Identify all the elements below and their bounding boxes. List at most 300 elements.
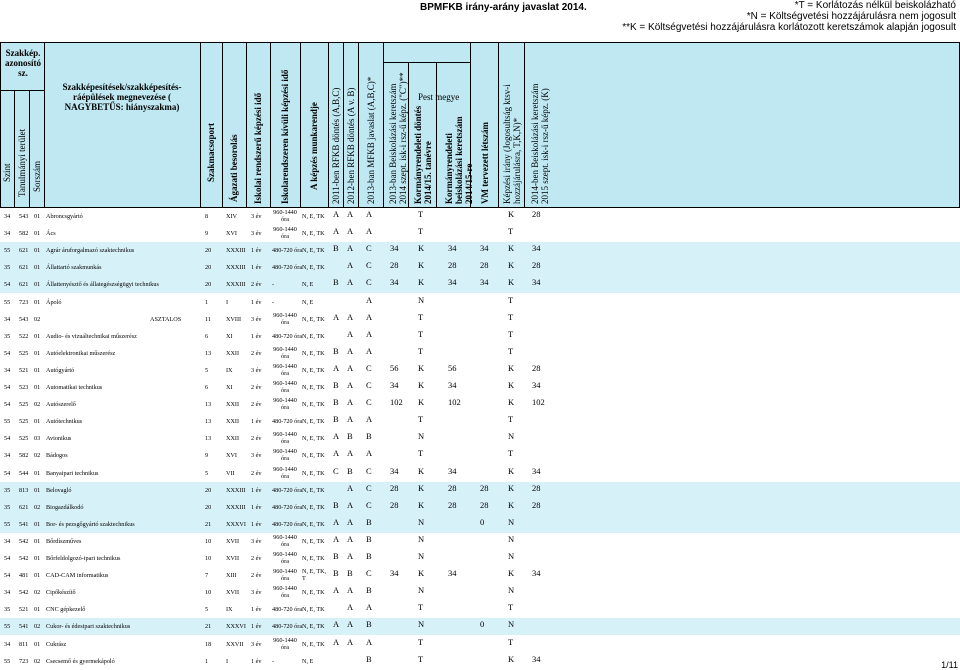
cell-c: B (366, 431, 372, 442)
cell-kivul: 480-720 óra (272, 247, 303, 255)
cell-k14: 34 (532, 380, 541, 390)
table-row (0, 242, 960, 259)
cell-ir: T (508, 345, 514, 356)
cell-ter: 621 (19, 503, 29, 511)
cell-b: A (347, 482, 354, 493)
cell-a: B (333, 414, 339, 425)
cell-sor: 01 (34, 281, 41, 289)
cell-ter: 813 (19, 486, 29, 494)
cell-kivul: 480-720 óra (272, 418, 303, 426)
cell-vm: 28 (480, 482, 489, 493)
cell-b: A (347, 414, 354, 425)
cell-szm: 6 (205, 332, 209, 340)
cell-mr: N, E, TK (302, 623, 325, 631)
cell-b: A (347, 533, 354, 544)
cell-kk: 34 (448, 465, 457, 476)
cell-ter: 542 (19, 537, 29, 545)
cell-ido: 2 év (251, 435, 262, 443)
d2011-header: 2011-ben RFKB döntés (A,B,C) (331, 87, 341, 204)
legend-line-t: *T = Korlátozás nélkül beiskolázható (794, 0, 956, 11)
cell-ido: 1 év (251, 247, 262, 255)
cell-ido: 1 év (251, 606, 262, 614)
cell-szint: 54 (4, 435, 11, 443)
table-row (0, 294, 960, 311)
cell-ido: 1 év (251, 298, 262, 306)
cell-ter: 525 (19, 435, 29, 443)
cell-szm: 5 (205, 606, 209, 614)
cell-c: C (366, 465, 372, 476)
table-row (0, 396, 960, 413)
cell-kd: T (418, 414, 424, 425)
cell-ke: 34 (390, 380, 399, 390)
cell-mr: N, E, TK (302, 332, 325, 340)
cell-szint: 55 (4, 298, 11, 306)
cell-ido: 2 év (251, 401, 262, 409)
cell-szint: 54 (4, 281, 11, 289)
cell-sor: 01 (34, 418, 41, 426)
table-row (0, 482, 960, 499)
cell-ke: 102 (390, 397, 403, 408)
cell-ido: 3 év (251, 366, 262, 374)
cell-ir: T (508, 294, 514, 305)
cell-a: A (333, 226, 340, 237)
cell-ag: XVI (226, 230, 237, 238)
cell-ter: 542 (19, 555, 29, 562)
cell-sor: 02 (34, 589, 41, 597)
cell-kivul: 960-1440 óra (273, 448, 297, 463)
cell-ke: 56 (390, 362, 399, 373)
cell-ag: XIII (226, 572, 237, 580)
cell-szm: 10 (205, 555, 212, 562)
cell-ag: XXII (226, 349, 240, 357)
cell-kk: 34 (448, 243, 457, 254)
cell-szint: 35 (4, 264, 11, 272)
cell-mr: N, E (302, 281, 314, 289)
cell-szint: 55 (4, 520, 11, 528)
cell-ir: K (508, 362, 515, 373)
cell-ke: 28 (390, 482, 399, 493)
cell-kd: N (418, 619, 425, 630)
terulet-header: Tanulmányi terület (17, 128, 27, 197)
table-row (0, 328, 960, 345)
cell-ter: 621 (19, 281, 29, 289)
cell-kivul: 960-1440 óra (273, 465, 297, 480)
k2014-header: 2014-ben Beiskolázási keretszám 2015 szept. isk-i rsz-ű képz. (K) (530, 83, 550, 204)
cell-kk: 34 (448, 568, 457, 579)
cell-kivul: 480-720 óra (272, 606, 303, 614)
cell-szint: 34 (4, 230, 11, 238)
cell-b: A (347, 328, 354, 339)
cell-ido: 3 év (251, 230, 262, 238)
cell-mr: N, E, TK (302, 537, 325, 545)
cell-sor: 01 (34, 332, 41, 340)
cell-kivul: 960-1440 óra (273, 362, 297, 377)
cell-szint: 54 (4, 572, 11, 580)
cell-k14: 102 (532, 397, 545, 408)
cell-szint: 34 (4, 452, 11, 460)
cell-ir: T (508, 311, 514, 322)
cell-szm: 1 (205, 657, 209, 665)
munkarend-header: A képzés munkarendje (309, 102, 319, 190)
table-row (0, 499, 960, 516)
cell-ke: 28 (390, 260, 399, 271)
kr2014-header: Kormányrendeleti beiskolázási keretszám 2014/15-re (444, 116, 474, 204)
cell-kd: T (418, 345, 424, 356)
cell-b: A (347, 345, 354, 356)
cell-mr: N, E, TK (302, 418, 325, 426)
cell-name: Audio- és vizuáltechnikai műszerész (46, 332, 137, 340)
cell-mr: N, E, TK (302, 366, 325, 374)
cell-ir: N (508, 619, 515, 630)
irany-header: Képzési irány (Jogosultság ktsv-i hozzájárulásra, T,K,N)* (502, 84, 522, 204)
cell-c: A (366, 294, 373, 305)
cell-sor: 03 (34, 435, 41, 443)
cell-ag: IX (226, 366, 233, 374)
cell-ag: XI (226, 332, 233, 340)
cell-ir: T (508, 328, 514, 339)
cell-a: B (333, 345, 339, 356)
table-header (0, 42, 960, 208)
table-row (0, 618, 960, 635)
table-row (0, 311, 960, 328)
table-row (0, 465, 960, 482)
cell-b: A (347, 260, 354, 271)
cell-ag: XXII (226, 401, 240, 409)
cell-kd: T (418, 209, 424, 219)
cell-szm: 20 (205, 264, 212, 272)
cell-mr: N, E, TK (302, 230, 325, 238)
cell-szint: 35 (4, 486, 11, 494)
cell-ter: 543 (19, 213, 29, 220)
megnevezes-header: Szakképesítések/szakképesítés-ráépülések megnevezése ( NAGYBETŰS: hiányszakma) (62, 82, 182, 112)
cell-kk: 102 (448, 397, 461, 408)
cell-ag: XXXVI (226, 520, 246, 528)
cell-mr: N, E, TK (302, 401, 325, 409)
cell-kk: 56 (448, 362, 457, 373)
cell-szm: 10 (205, 537, 212, 545)
cell-kd: N (418, 294, 425, 305)
kivuli-header: Iskolarendszeren kívüli képzési idő (280, 69, 290, 204)
table-row (0, 636, 960, 653)
cell-kd: N (418, 585, 425, 596)
cell-kd: T (418, 448, 424, 459)
cell-kd: N (418, 431, 425, 442)
cell-mr: N, E, TK (302, 349, 325, 357)
table-row (0, 362, 960, 379)
cell-sor: 01 (34, 384, 41, 391)
cell-k14: 34 (532, 568, 541, 579)
cell-a: B (333, 551, 339, 561)
cell-ter: 523 (19, 384, 29, 391)
cell-kivul: 960-1440 óra (273, 568, 297, 583)
cell-name: Avionikus (46, 435, 72, 443)
cell-ir: T (508, 636, 514, 647)
cell-c: C (366, 243, 372, 254)
cell-ir: N (508, 551, 515, 561)
cell-ido: 3 év (251, 213, 262, 220)
cell-sor: 01 (34, 264, 41, 272)
table-row (0, 447, 960, 464)
cell-b: A (347, 636, 354, 647)
cell-ag: I (226, 657, 229, 665)
cell-kivul: 960-1440 óra (273, 397, 297, 412)
cell-szint: 34 (4, 213, 11, 220)
cell-b: A (347, 516, 354, 527)
cell-szint: 34 (4, 589, 11, 597)
cell-ag: XVII (226, 555, 240, 562)
cell-a: B (333, 380, 339, 390)
cell-szm: 11 (205, 315, 211, 323)
cell-ido: 1 év (251, 503, 262, 511)
cell-mr: N, E, TK (302, 503, 325, 511)
d2012-header: 2012-ben RFKB döntés (A v. B) (346, 87, 356, 204)
cell-c: C (366, 380, 372, 390)
table-row (0, 567, 960, 584)
cell-szm: 13 (205, 418, 212, 426)
cell-mr: N, E, TK (302, 606, 325, 614)
cell-ter: 723 (19, 657, 29, 665)
cell-name: Ács (46, 230, 56, 238)
cell-vm: 28 (480, 260, 489, 271)
cell-kd: T (418, 653, 424, 664)
cell-ido: 1 év (251, 520, 262, 528)
cell-kivul: - (272, 298, 275, 306)
cell-kivul: 960-1440 óra (273, 380, 297, 394)
cell-ir: N (508, 585, 515, 596)
cell-szint: 35 (4, 503, 11, 511)
cell-c: A (366, 414, 373, 425)
cell-b: A (347, 380, 354, 390)
cell-sor: 01 (34, 640, 41, 648)
cell-ir: K (508, 568, 515, 579)
cell-name: Abroncsgyártó (46, 213, 83, 220)
cell-kivul: - (272, 657, 275, 665)
cell-ag: XXII (226, 418, 240, 426)
table-row (0, 653, 960, 670)
table-row (0, 225, 960, 242)
cell-szint: 34 (4, 315, 11, 323)
cell-ter: 542 (19, 589, 29, 597)
cell-mr: N, E, TK, T (302, 568, 327, 583)
agazati-header: Ágazati besorolás (229, 134, 239, 202)
cell-ir: K (508, 482, 515, 493)
cell-b: A (347, 277, 354, 288)
page-number: 1/11 (941, 660, 958, 670)
cell-k14: 28 (532, 482, 541, 493)
sorszam-header: Sorszám (32, 161, 42, 192)
cell-ke: 34 (390, 568, 399, 579)
cell-mr: N, E, TK (302, 589, 325, 597)
cell-ag: XVII (226, 537, 240, 545)
cell-ido: 2 év (251, 281, 262, 289)
cell-ido: 3 év (251, 640, 262, 648)
table-row (0, 208, 960, 225)
k2013-header: 2013-ban Beiskolázási keretszám 2014 szept. isk-i rsz-ű képz. ("C")** (388, 72, 408, 204)
cell-ir: T (508, 602, 514, 613)
cell-sor: 01 (34, 537, 41, 545)
cell-kd: K (418, 362, 425, 373)
cell-ido: 1 év (251, 418, 262, 426)
szakmacsoport-header: Szakmacsoport (206, 123, 216, 182)
cell-sor: 01 (34, 520, 41, 528)
cell-c: A (366, 602, 373, 613)
cell-kd: K (418, 482, 425, 493)
cell-ter: 541 (19, 520, 29, 528)
cell-vm: 34 (480, 243, 489, 254)
cell-szint: 55 (4, 657, 11, 665)
cell-a: A (333, 619, 340, 630)
table-row (0, 345, 960, 362)
cell-ter: 521 (19, 606, 29, 614)
kd2014-header: Kormányrendeleti döntés 2014/15. tanévre (413, 105, 433, 204)
cell-name: Bádogos (46, 452, 68, 460)
cell-sor: 01 (34, 555, 41, 562)
cell-sor: 01 (34, 349, 41, 357)
cell-kivul: 480-720 óra (272, 332, 303, 340)
cell-szint: 54 (4, 555, 11, 562)
cell-b: A (347, 448, 354, 459)
cell-mr: N, E, TK (302, 555, 325, 562)
cell-sor: 01 (34, 606, 41, 614)
cell-name: Biogazdálkodó (46, 503, 84, 511)
cell-mr: N, E (302, 298, 314, 306)
cell-ag: XVII (226, 589, 240, 597)
cell-szm: 13 (205, 349, 212, 357)
cell-ido: 1 év (251, 486, 262, 494)
cell-szm: 10 (205, 589, 212, 597)
cell-ido: 1 év (251, 264, 262, 272)
cell-szm: 1 (205, 298, 209, 306)
cell-szm: 20 (205, 486, 212, 494)
cell-ir: K (508, 465, 515, 476)
cell-kd: N (418, 533, 425, 544)
cell-kd: T (418, 602, 424, 613)
cell-vm: 0 (480, 619, 485, 630)
cell-vm: 34 (480, 277, 489, 288)
cell-kivul: 960-1440 óra (273, 585, 297, 600)
cell-ter: 621 (19, 264, 29, 272)
cell-name: Cipőkészítő (46, 589, 76, 597)
j2013-header: 2013-ban MFKB javaslat (A,B,C)* (366, 76, 376, 204)
cell-a: A (333, 533, 340, 544)
cell-name: Autószerelő (46, 401, 76, 409)
cell-szm: 5 (205, 366, 209, 374)
cell-szint: 35 (4, 332, 11, 340)
cell-sor: 01 (34, 247, 41, 255)
cell-name: Autótechnikus (46, 418, 83, 426)
cell-ag: XVI (226, 452, 237, 460)
cell-szm: 13 (205, 401, 212, 409)
cell-kd: K (418, 397, 425, 408)
cell-c: B (366, 653, 372, 664)
cell-kivul: 480-720 óra (272, 520, 303, 528)
cell-ir: K (508, 653, 515, 664)
cell-a: C (333, 465, 339, 476)
cell-name: Állattenyésztő és állategészségügyi technikus (46, 281, 159, 289)
cell-szint: 55 (4, 418, 11, 426)
cell-ir: K (508, 499, 515, 510)
cell-szint: 35 (4, 606, 11, 614)
cell-szm: 20 (205, 247, 212, 255)
legend-line-k: **K = Költségvetési hozzájárulásra korlátozott keretszámok alapján jogosult (622, 22, 956, 33)
cell-ir: N (508, 431, 515, 442)
cell-kk: 28 (448, 260, 457, 271)
cell-k14: 28 (532, 499, 541, 510)
cell-name: Bor- és pezsgőgyártó szaktechnikus (46, 520, 135, 528)
cell-ag: XXXIII (226, 503, 246, 511)
cell-ter: 544 (19, 469, 29, 477)
cell-szm: 7 (205, 572, 209, 580)
cell-kd: K (418, 260, 425, 271)
cell-b: B (347, 465, 353, 476)
cell-ido: 1 év (251, 332, 262, 340)
cell-kd: K (418, 243, 425, 254)
cell-ag: VII (226, 469, 235, 477)
cell-b: A (347, 226, 354, 237)
legend-line-n: *N = Költségvetési hozzájárulásra nem jogosult (746, 11, 956, 22)
cell-name: Csecsemő és gyermekápoló (46, 657, 115, 665)
cell-ter: 582 (19, 452, 29, 460)
cell-ir: T (508, 448, 514, 459)
cell-ag: XIV (226, 213, 237, 220)
cell-c: A (366, 636, 373, 647)
cell-a: A (333, 431, 340, 442)
cell-sor: 01 (34, 213, 41, 220)
cell-a: A (333, 311, 340, 322)
cell-vm: 0 (480, 516, 485, 527)
cell-ter: 521 (19, 366, 29, 374)
cell-a: B (333, 243, 339, 254)
cell-ir: K (508, 380, 515, 390)
legend (622, 0, 956, 33)
cell-name: ASZTALOS (150, 315, 182, 323)
cell-kd: N (418, 551, 425, 561)
cell-c: B (366, 551, 372, 561)
cell-sor: 01 (34, 298, 41, 306)
cell-mr: N, E, TK (302, 264, 325, 272)
cell-sor: 01 (34, 230, 41, 238)
cell-ag: XXXIII (226, 264, 246, 272)
cell-c: A (366, 226, 373, 237)
table-row (0, 516, 960, 533)
cell-ir: K (508, 209, 515, 219)
cell-szint: 55 (4, 247, 11, 255)
cell-ir: N (508, 533, 515, 544)
cell-b: A (347, 362, 354, 373)
cell-kk: 34 (448, 277, 457, 288)
table-row (0, 276, 960, 293)
cell-kd: K (418, 465, 425, 476)
table-row (0, 550, 960, 567)
cell-c: A (366, 311, 373, 322)
cell-ag: XXXVI (226, 623, 246, 631)
cell-ido: 3 év (251, 537, 262, 545)
cell-sor: 02 (34, 401, 41, 409)
cell-k14: 34 (532, 243, 541, 254)
cell-mr: N, E, TK (302, 486, 325, 494)
cell-mr: N, E, TK (302, 315, 325, 323)
cell-ter: 525 (19, 349, 29, 357)
cell-szint: 34 (4, 640, 11, 648)
cell-ir: K (508, 260, 515, 271)
cell-mr: N, E, TK (302, 384, 325, 391)
cell-a: B (333, 568, 339, 579)
cell-name: Ápoló (46, 298, 62, 306)
cell-name: Cukor- és édesipari szaktechnikus (46, 623, 131, 631)
cell-ter: 543 (19, 315, 29, 323)
cell-c: C (366, 260, 372, 271)
cell-ag: XXXIII (226, 281, 246, 289)
